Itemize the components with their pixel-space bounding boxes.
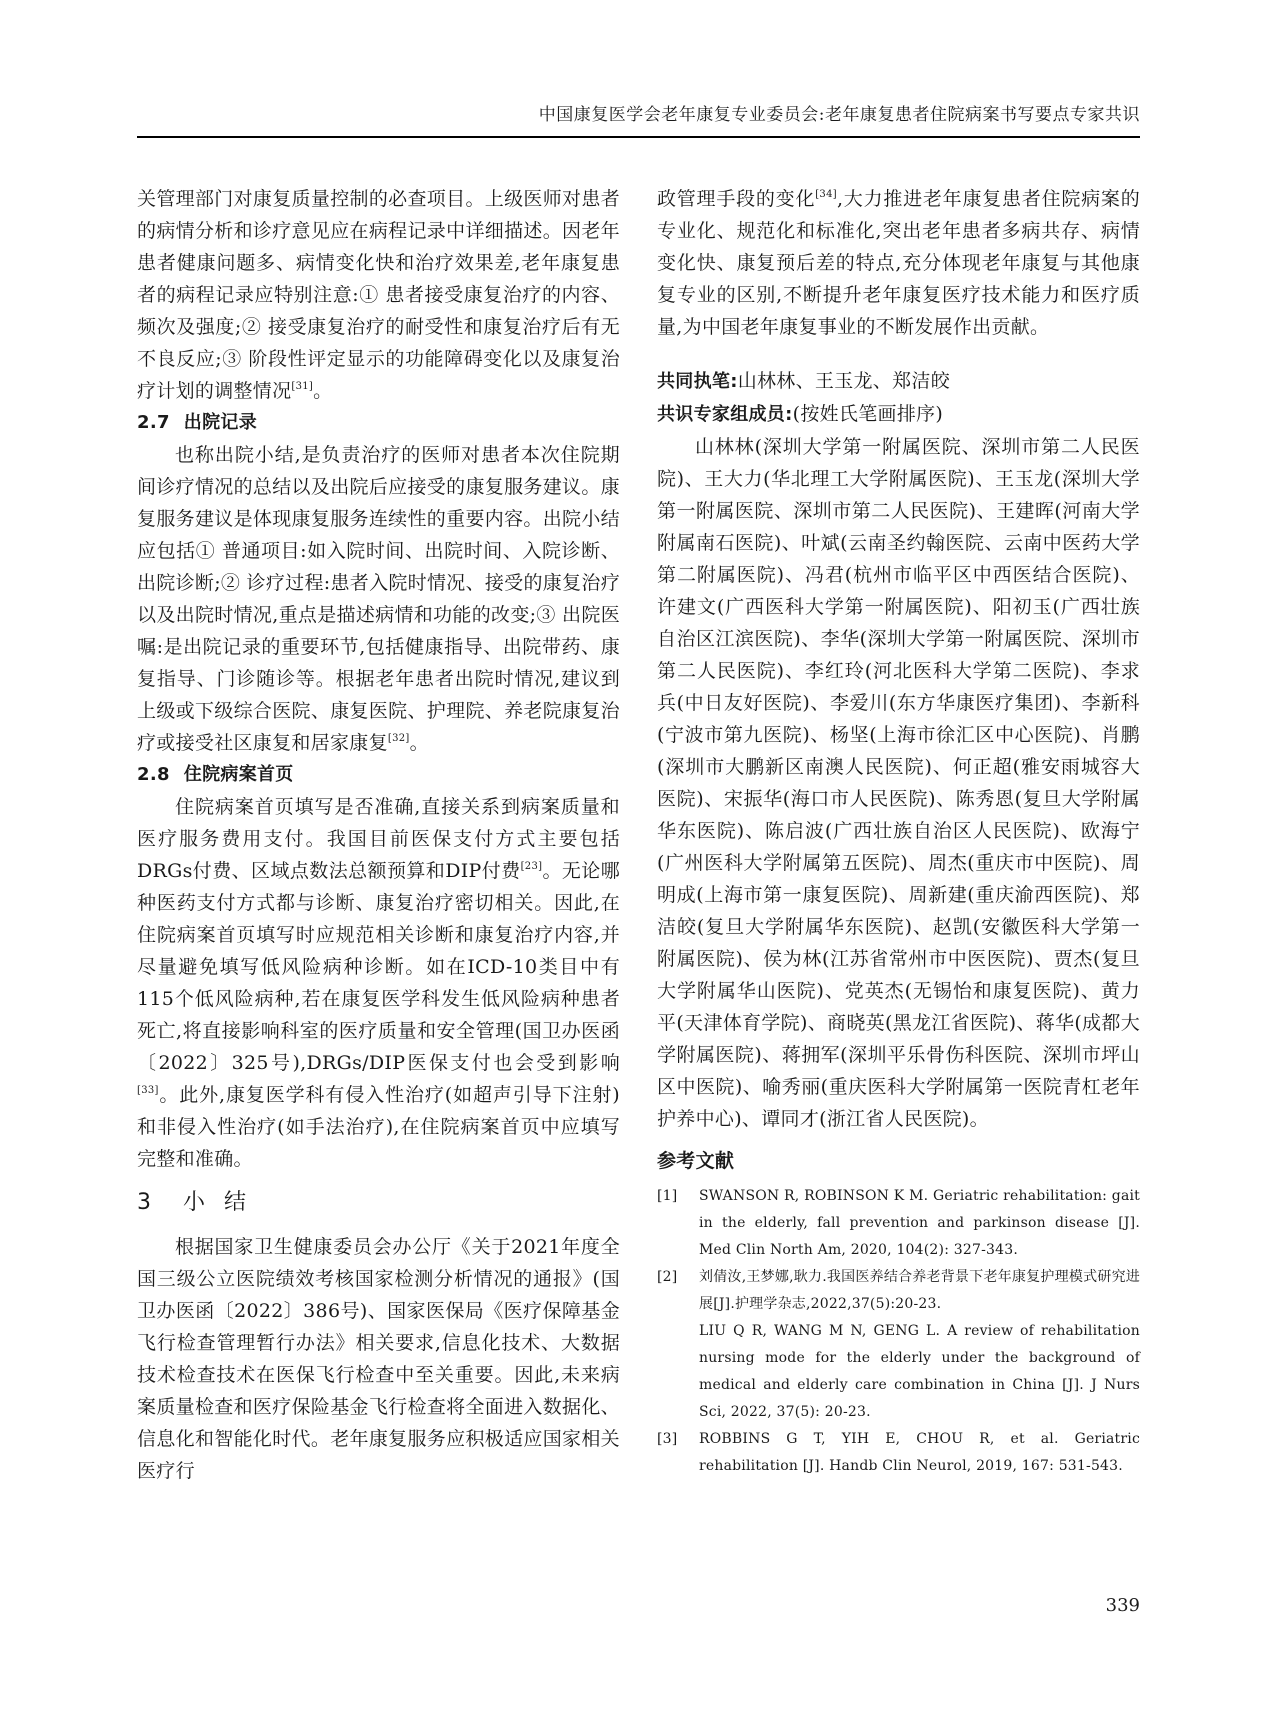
references-title: 参考文献: [657, 1150, 735, 1172]
paragraph-text: 。无论哪种医药支付方式都与诊断、康复治疗密切相关。因此,在住院病案首页填写时应规范相关诊断和康复治疗内容,并尽量避免填写低风险病种诊断。如在ICD-10类目中有115个低风险病种,若在康复医学科发生低风险病种患者死亡,将直接影响科室的医疗质量和安全管理(国卫办医函〔2022〕325号),DRGs/DIP医保支付也会受到影响: [137, 860, 620, 1074]
paragraph-tail: 。: [409, 732, 429, 754]
section-heading-2-8: [137, 759, 620, 791]
co-authors-label: 共同执笔:: [657, 371, 738, 392]
paragraph-discharge-record: [137, 439, 620, 759]
section-heading-3: [137, 1183, 620, 1223]
reference-item: [657, 1264, 1140, 1426]
paragraph-text: 也称出院小结,是负责治疗的医师对患者本次住院期间诊疗情况的总结以及出院后应接受的康复服务建议。康复服务建议是体现康复服务连续性的重要内容。出院小结应包括① 普通项目:如入院时间、出院时间、入院诊断、出院诊断;② 诊疗过程:患者入院时情况、接受的康复治疗以及出院时情况,重点是描述病情和功能的改变;③ 出院医嘱:是出院记录的重要环节,包括健康指导、出院带药、康复指导、门诊随诊等。根据老年患者出院时情况,建议到上级或下级综合医院、康复医院、护理院、养老院康复治疗或接受社区康复和居家康复: [137, 444, 620, 754]
paragraph-progress-notes: [137, 183, 620, 407]
citation: [34]: [815, 189, 837, 200]
reference-text: SWANSON R, ROBINSON K M. Geriatric rehabilitation: gait in the elderly, fall prevention and parkinson disease [J]. Med Clin North Am, 2020, 104(2): 327-343.: [699, 1188, 1140, 1258]
section-number: 3: [137, 1190, 157, 1215]
paragraph-tail: ,大力推进老年康复患者住院病案的专业化、规范化和标准化,突出老年患者多病共存、病情变化快、康复预后差的特点,充分体现老年康复与其他康复专业的区别,不断提升老年康复医疗技术能力和医疗质量,为中国老年康复事业的不断发展作出贡献。: [657, 188, 1140, 338]
section-title: 小 结: [183, 1190, 252, 1215]
reference-text: 刘倩汝,王梦娜,耿力.我国医养结合养老背景下老年康复护理模式研究进展[J].护理学杂志,2022,37(5):20-23.: [699, 1269, 1140, 1312]
section-number: 2.8: [137, 764, 170, 785]
reference-number: [1]: [657, 1188, 678, 1204]
citation: [33]: [137, 1085, 159, 1096]
reference-body: [699, 1264, 1140, 1426]
paragraph-front-page: [137, 791, 620, 1175]
right-column: [657, 183, 1140, 1480]
paragraph-summary: 根据国家卫生健康委员会办公厅《关于2021年度全国三级公立医院绩效考核国家检测分析情况的通报》(国卫办医函〔2022〕386号)、国家医保局《医疗保障基金飞行检查管理暂行办法》相关要求,信息化技术、大数据技术检查技术在医保飞行检查中至关重要。因此,未来病案质量检查和医疗保险基金飞行检查将全面进入数据化、信息化和智能化时代。老年康复服务应积极适应国家相关医疗行: [137, 1236, 620, 1482]
paragraph-text: 政管理手段的变化: [657, 188, 816, 210]
citation: [31]: [291, 381, 314, 392]
reference-body: [699, 1183, 1140, 1264]
reference-number: [3]: [657, 1431, 678, 1447]
expert-group-label: 共识专家组成员:: [657, 404, 793, 425]
section-heading-2-7: [137, 407, 620, 439]
left-column: [137, 183, 620, 1487]
expert-group-note: (按姓氏笔画排序): [792, 403, 944, 425]
running-header: 中国康复医学会老年康复专业委员会:老年康复患者住院病案书写要点专家共识: [538, 105, 1140, 125]
expert-list: 山林林(深圳大学第一附属医院、深圳市第二人民医院)、王大力(华北理工大学附属医院)、王玉龙(深圳大学第一附属医院、深圳市第二人民医院)、王建晖(河南大学附属南石医院)、叶斌(云南圣约翰医院、云南中医药大学第二附属医院)、冯君(杭州市临平区中西医结合医院)、许建文(广西医科大学第一附属医院)、阳初玉(广西壮族自治区江滨医院)、李华(深圳大学第一附属医院、深圳市第二人民医院)、李红玲(河北医科大学第二医院)、李求兵(中日友好医院)、李爱川(东方华康医疗集团)、李新科(宁波市第九医院)、杨坚(上海市徐汇区中心医院)、肖鹏(深圳市大鹏新区南澳人民医院)、何正超(雅安雨城容大医院)、宋振华(海口市人民医院)、陈秀恩(复旦大学附属华东医院)、陈启波(广西壮族自治区人民医院)、欧海宁(广州医科大学附属第五医院)、周杰(重庆市中医院)、周明成(上海市第一康复医院)、周新建(重庆渝西医院)、郑洁皎(复旦大学附属华东医院)、赵凯(安徽医科大学第一附属医院)、侯为林(江苏省常州市中医医院)、贾杰(复旦大学附属华山医院)、党英杰(无锡怡和康复医院)、黄力平(天津体育学院)、商晓英(黑龙江省医院)、蒋华(成都大学附属医院)、蒋拥军(深圳平乐骨伤科医院、深圳市坪山区中医院)、喻秀丽(重庆医科大学附属第一医院青杠老年护养中心)、谭同才(浙江省人民医院)。: [657, 436, 1140, 1130]
paragraph-text: 关管理部门对康复质量控制的必查项目。上级医师对患者的病情分析和诊疗意见应在病程记录中详细描述。因老年患者健康问题多、病情变化快和治疗效果差,老年康复患者的病程记录应特别注意:① 患者接受康复治疗的内容、频次及强度;② 接受康复治疗的耐受性和康复治疗后有无不良反应;③ 阶段性评定显示的功能障碍变化以及康复治疗计划的调整情况: [137, 188, 620, 402]
reference-text: ROBBINS G T, YIH E, CHOU R, et al. Geriatric rehabilitation [J]. Handb Clin Neurol, 2019, 167: 531-543.: [699, 1431, 1140, 1474]
spacer: [657, 343, 1140, 365]
reference-item: [657, 1426, 1140, 1480]
co-authors: [657, 365, 1140, 398]
reference-text-translation: LIU Q R, WANG M N, GENG L. A review of rehabilitation nursing mode for the elderly under the background of medical and elderly care combination in China [J]. J Nurs Sci, 2022, 37(5): 20-23.: [699, 1323, 1140, 1420]
paragraph-text: 。此外,康复医学科有侵入性治疗(如超声引导下注射)和非侵入性治疗(如手法治疗),在住院病案首页中应填写完整和准确。: [137, 1084, 620, 1170]
paragraph-text: 住院病案首页填写是否准确,直接关系到病案质量和医疗服务费用支付。我国目前医保支付方式主要包括DRGs付费、区域点数法总额预算和DIP付费: [137, 796, 620, 882]
reference-number: [2]: [657, 1269, 678, 1285]
citation: [32]: [387, 733, 410, 744]
page-number: 339: [1105, 1595, 1140, 1616]
section-title: 出院记录: [183, 412, 257, 433]
co-authors-names: 山林林、王玉龙、郑洁皎: [737, 370, 951, 392]
expert-group: [657, 398, 1140, 431]
reference-item: [657, 1183, 1140, 1264]
section-title: 住院病案首页: [183, 764, 294, 785]
header-rule: [137, 136, 1140, 138]
section-number: 2.7: [137, 412, 170, 433]
reference-body: [699, 1426, 1140, 1480]
paragraph-summary-continued: [657, 183, 1140, 343]
paragraph-tail: 。: [313, 380, 333, 402]
citation: [23]: [520, 861, 543, 872]
